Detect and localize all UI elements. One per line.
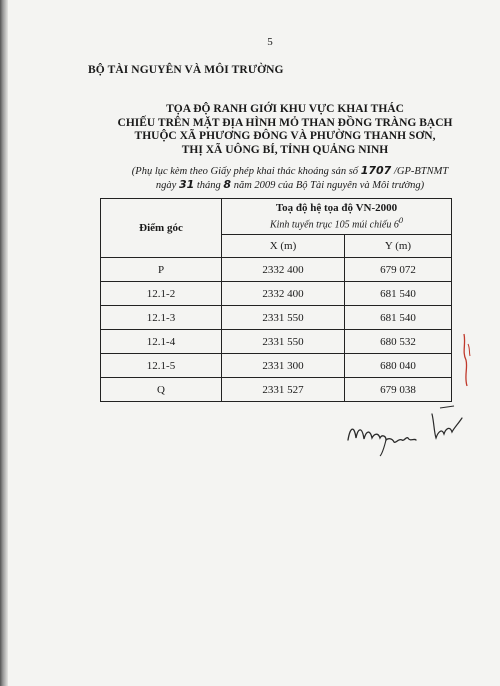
- corner-point-header: Điểm góc: [101, 199, 222, 258]
- coordinates-table: [100, 198, 452, 402]
- page-number: 5: [267, 36, 273, 48]
- appendix-day-prefix: ngày: [155, 180, 179, 191]
- appendix-text-a: (Phụ lục kèm theo Giấy phép khai thác khoáng sản số: [131, 166, 361, 177]
- subtitle-main: Kinh tuyến trục 105 múi chiếu 6: [269, 219, 399, 231]
- license-day: 31: [178, 178, 195, 191]
- title-line-2: CHIẾU TRÊN MẶT ĐỊA HÌNH MỎ THAN ĐỒNG TRÀNG BẠCH: [117, 116, 453, 129]
- handwritten-signature: [340, 398, 470, 458]
- y-coordinate-cell: 681 540: [345, 306, 452, 330]
- table-row: [101, 258, 452, 282]
- table-body: [101, 258, 452, 402]
- x-coordinate-cell: 2331 550: [222, 306, 345, 330]
- ministry-header: BỘ TÀI NGUYÊN VÀ MÔI TRƯỜNG: [88, 64, 284, 76]
- x-coordinate-cell: 2332 400: [222, 282, 345, 306]
- appendix-month-prefix: tháng: [194, 180, 224, 191]
- red-margin-mark: [458, 330, 474, 390]
- table-row: [101, 330, 452, 354]
- table-row: [101, 306, 452, 330]
- y-coordinate-cell: 681 540: [345, 282, 452, 306]
- table-header-row: [101, 199, 452, 235]
- column-y-header: Y (m): [345, 234, 452, 257]
- table-row: [101, 354, 452, 378]
- y-coordinate-cell: 679 072: [345, 258, 452, 282]
- table-row: [101, 282, 452, 306]
- y-coordinate-cell: 679 038: [345, 378, 452, 402]
- point-cell: 12.1-2: [101, 282, 222, 306]
- scan-edge-shadow: [0, 0, 8, 686]
- coordinate-system-header: [222, 199, 452, 235]
- degree-sup: 0: [398, 216, 404, 226]
- appendix-line-2: [60, 178, 500, 192]
- title-line-3: THUỘC XÃ PHƯƠNG ĐÔNG VÀ PHƯỜNG THANH SƠN,: [134, 130, 436, 142]
- appendix-text-c: năm 2009 của Bộ Tài nguyên và Môi trường): [231, 180, 425, 191]
- point-cell: P: [101, 258, 222, 282]
- point-cell: 12.1-3: [101, 306, 222, 330]
- title-line-4: THỊ XÃ UÔNG BÍ, TỈNH QUẢNG NINH: [181, 143, 389, 156]
- appendix-note: [60, 164, 500, 192]
- license-number: 1707: [360, 164, 392, 177]
- document-title: [60, 103, 500, 157]
- x-coordinate-cell: 2331 550: [222, 330, 345, 354]
- license-month: 8: [223, 178, 232, 191]
- coordinate-system-title: Toạ độ hệ tọa độ VN-2000: [275, 202, 398, 215]
- point-cell: Q: [101, 378, 222, 402]
- x-coordinate-cell: 2331 527: [222, 378, 345, 402]
- column-x-header: X (m): [222, 234, 345, 257]
- title-line-1: TỌA ĐỘ RANH GIỚI KHU VỰC KHAI THÁC: [166, 103, 404, 115]
- x-coordinate-cell: 2331 300: [222, 354, 345, 378]
- y-coordinate-cell: 680 532: [345, 330, 452, 354]
- appendix-text-b: /GP-BTNMT: [391, 166, 449, 177]
- appendix-line-1: [60, 164, 500, 178]
- point-cell: 12.1-4: [101, 330, 222, 354]
- x-coordinate-cell: 2332 400: [222, 258, 345, 282]
- coordinate-system-subtitle: [222, 216, 451, 230]
- y-coordinate-cell: 680 040: [345, 354, 452, 378]
- point-cell: 12.1-5: [101, 354, 222, 378]
